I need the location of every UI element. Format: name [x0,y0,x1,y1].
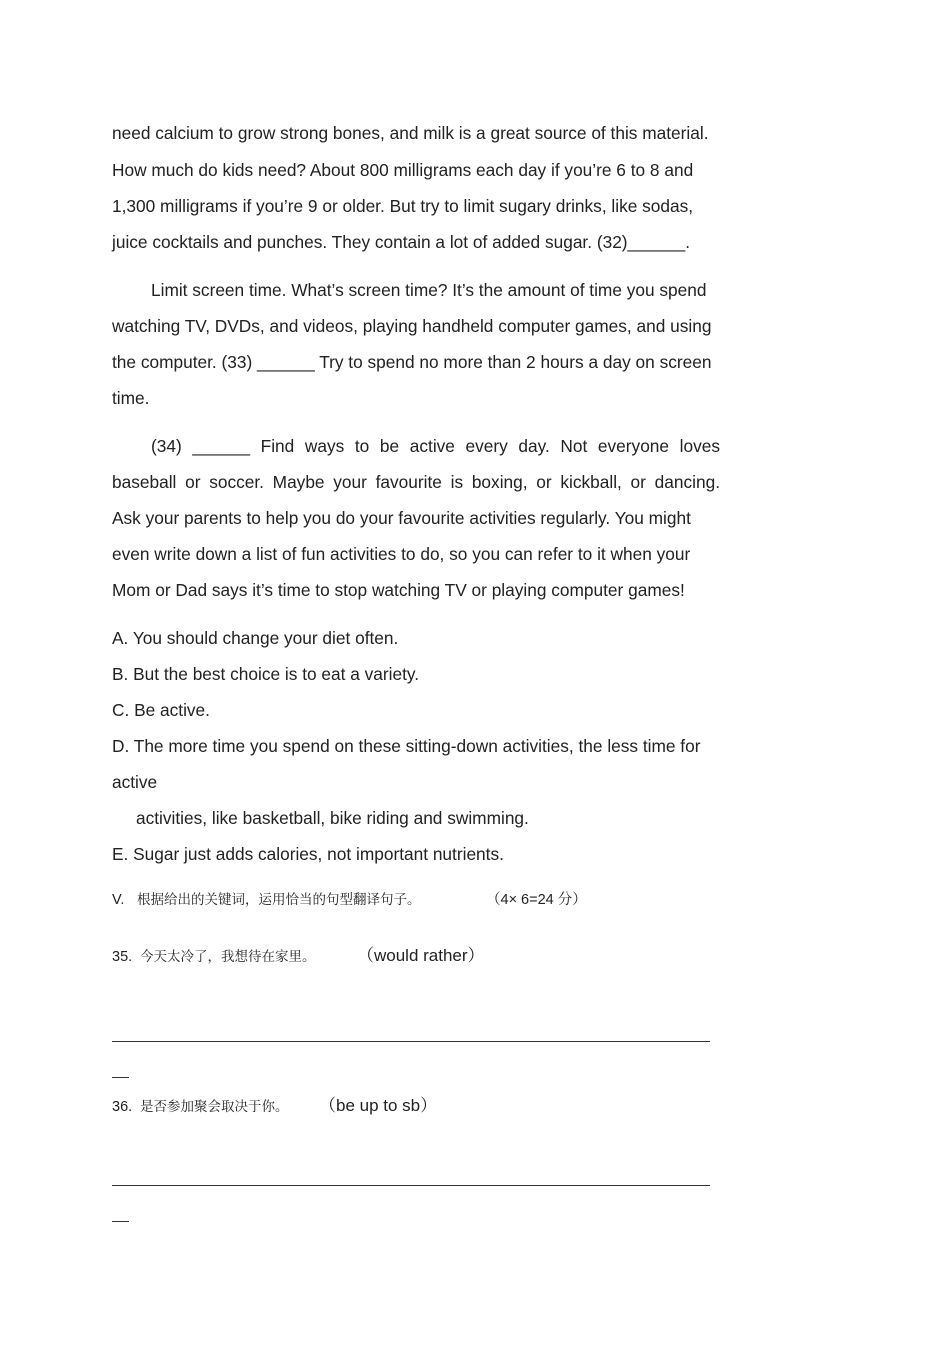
option-a: A. You should change your diet often. [112,628,399,648]
passage-line: juice cocktails and punches. They contain a lot of added sugar. (32)______. [112,232,691,252]
section-instruction: 根据给出的关键词，运用恰当的句型翻译句子。 [137,892,421,908]
passage-line: Limit screen time. What’s screen time? It’s the amount of time you spend [151,280,707,300]
passage-line: even write down a list of fun activities to do, so you can refer to it when your [112,544,691,564]
section-score: （4× 6=24 分） [486,892,587,908]
passage-line: 1,300 milligrams if you’re 9 or older. But try to limit sugary drinks, like sodas, [112,196,694,216]
option-c: C. Be active. [112,700,210,720]
passage-line: the computer. (33) ______ Try to spend no more than 2 hours a day on screen [112,352,712,372]
passage-line: Mom or Dad says it’s time to stop watching TV or playing computer games! [112,580,685,600]
option-d-continued: active [112,772,158,792]
passage-line: baseball or soccer. Maybe your favourite is boxing, or kickball, or dancing. [112,472,720,492]
passage-line: time. [112,388,150,408]
question-text: 今天太冷了，我想待在家里。 [140,949,316,965]
section-number: V. [112,892,125,908]
option-e: E. Sugar just adds calories, not important nutrients. [112,844,504,864]
passage-line: How much do kids need? About 800 milligrams each day if you’re 6 to 8 and [112,160,694,180]
passage-line: need calcium to grow strong bones, and milk is a great source of this material. [112,123,709,143]
passage-line: (34) ______ Find ways to be active every day. Not everyone loves [151,436,720,456]
answer-line-continued [112,1221,129,1222]
question-hint: （be up to sb） [319,1096,438,1115]
passage-line: Ask your parents to help you do your favourite activities regularly. You might [112,508,691,528]
question-number: 35. [112,949,133,965]
answer-line[interactable] [112,1041,710,1042]
answer-line-continued [112,1077,129,1078]
question-hint: （would rather） [357,946,485,965]
option-b: B. But the best choice is to eat a variety. [112,664,420,684]
question-text: 是否参加聚会取决于你。 [140,1099,289,1115]
answer-line[interactable] [112,1185,710,1186]
question-number: 36. [112,1099,133,1115]
passage-line: watching TV, DVDs, and videos, playing handheld computer games, and using [112,316,712,336]
option-d-continued: activities, like basketball, bike riding and swimming. [136,808,529,828]
option-d: D. The more time you spend on these sitting-down activities, the less time for [112,736,701,756]
